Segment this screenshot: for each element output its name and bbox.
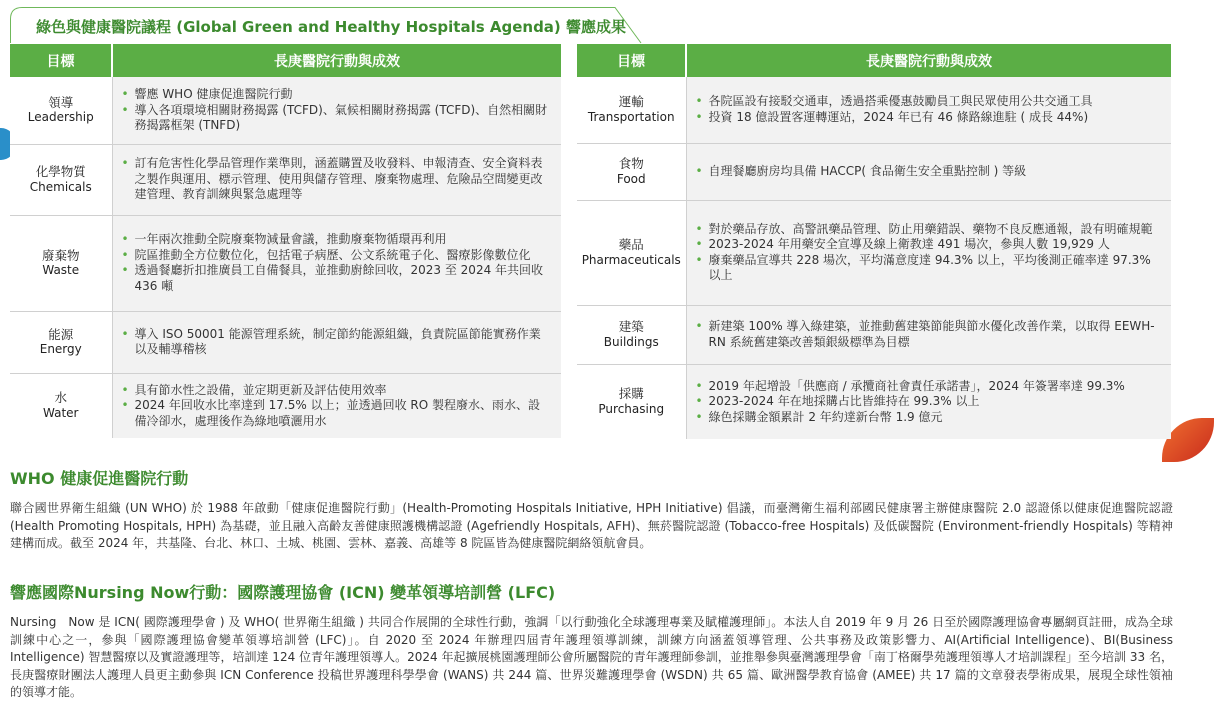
goal-name-zh: 建築	[618, 319, 644, 334]
action-cell	[112, 373, 561, 438]
goal-cell	[577, 364, 686, 439]
right-action-header: 長庚醫院行動與成效	[686, 44, 1171, 77]
goal-cell	[577, 143, 686, 200]
right-agenda-table	[577, 44, 1171, 439]
left-goal-header: 目標	[10, 44, 112, 77]
goal-cell	[10, 311, 112, 373]
right-goal-header: 目標	[577, 44, 686, 77]
goal-cell	[10, 373, 112, 438]
goal-name-en: Buildings	[603, 334, 659, 349]
action-cell	[112, 215, 561, 311]
action-item: • 綠色採購金額累計 2 年約達新台幣 1.9 億元	[695, 410, 1160, 426]
action-item: • 2023-2024 年用藥安全宣導及線上衛教達 491 場次，參與人數 19,929 人	[695, 237, 1160, 253]
who-section-body: 聯合國世界衛生組織 (UN WHO) 於 1988 年啟動「健康促進醫院行動」(Health-Promoting Hospitals Initiative, HPH Initiative) 倡議，而臺灣衛生福利部國民健康署主辦健康醫院 2.0 認證係以健康促進醫院認證 (Health Promoting Hospitals, HPH) 為基礎，並且融入高齡友善健康照護機構認證 (Agefriendly Hospitals, AFH)、無菸醫院認證 (Tobacco-free Hospitals) 及低碳醫院 (Environment-friendly Hospitals) 等精神建構而成。截至 2024 年，共基隆、台北、林口、土城、桃園、雲林、嘉義、高雄等 8 院區皆為健康醫院網絡領航會員。	[10, 501, 1173, 550]
action-list	[695, 94, 1160, 125]
goal-name-en: Water	[43, 405, 79, 420]
action-list	[695, 379, 1160, 426]
left-agenda-table	[10, 44, 561, 438]
action-cell	[686, 77, 1171, 143]
goal-name-zh: 運輸	[618, 94, 644, 110]
goal-name-en: Food	[616, 171, 646, 186]
goal-name-en: Waste	[42, 263, 80, 277]
goal-cell	[577, 77, 686, 143]
goal-name-zh: 化學物質	[35, 164, 86, 179]
table-row	[577, 77, 1171, 143]
action-cell	[112, 311, 561, 373]
table-row	[577, 364, 1171, 439]
agenda-title: 綠色與健康醫院議程 (Global Green and Healthy Hospitals Agenda) 響應成果	[36, 18, 627, 36]
table-row	[577, 305, 1171, 364]
goal-name-en: Leadership	[27, 110, 94, 125]
action-item: • 2023-2024 年在地採購占比皆維持在 99.3% 以上	[695, 394, 1160, 410]
action-item: • 廢棄藥品宣導共 228 場次，平均滿意度達 94.3% 以上，平均後測正確率達 97.3% 以上	[695, 253, 1160, 284]
action-item: • 導入 ISO 50001 能源管理系統，制定節約能源組織，負責院區節能實務作業以及輔導稽核	[121, 327, 550, 358]
goal-name-zh: 食物	[618, 156, 644, 171]
action-item: • 自理餐廳廚房均具備 HACCP( 食品衛生安全重點控制 ) 等級	[695, 164, 1160, 180]
action-item: • 2024 年回收水比率達到 17.5% 以上；並透過回收 RO 製程廢水、雨水、設備冷卻水，處理後作為綠地噴灑用水	[121, 398, 550, 429]
action-item: • 具有節水性之設備，並定期更新及評估使用效率	[121, 383, 550, 399]
action-item: • 投資 18 億設置客運轉運站，2024 年已有 46 條路線進駐 ( 成長 44%)	[695, 110, 1160, 126]
action-list	[695, 222, 1160, 284]
action-item: • 導入各項環境相關財務揭露 (TCFD)、氣候相關財務揭露 (TCFD)、自然相關財務揭露框架 (TNFD)	[121, 103, 550, 134]
action-list	[121, 156, 550, 203]
action-item: • 各院區設有接駁交通車，透過搭乘優惠鼓勵員工與民眾使用公共交通工具	[695, 94, 1160, 110]
table-row	[577, 143, 1171, 200]
action-item: • 響應 WHO 健康促進醫院行動	[121, 87, 550, 103]
action-item: • 2019 年起增設「供應商 / 承攬商社會責任承諾書」，2024 年簽署率達 99.3%	[695, 379, 1160, 395]
action-list	[121, 327, 550, 358]
goal-name-zh: 能源	[48, 326, 74, 342]
action-list	[121, 232, 550, 294]
table-row	[10, 144, 561, 215]
action-item: • 對於藥品存放、高警訊藥品管理、防止用藥錯誤、藥物不良反應通報，設有明確規範	[695, 222, 1160, 238]
action-item: • 院區推動全方位數位化，包括電子病歷、公文系統電子化、醫療影像數位化	[121, 248, 550, 264]
goal-name-zh: 領導	[48, 94, 74, 110]
action-item: • 一年兩次推動全院廢棄物減量會議，推動廢棄物循環再利用	[121, 232, 550, 248]
nursing-section-title: 響應國際Nursing Now行動：國際護理協會 (ICN) 變革領導培訓營 (LFC)	[10, 583, 556, 602]
goal-name-en: Purchasing	[598, 401, 665, 416]
goal-name-zh: 採購	[618, 386, 644, 402]
action-cell	[686, 305, 1171, 364]
goal-name-zh: 藥品	[618, 237, 644, 252]
action-cell	[112, 77, 561, 144]
action-list	[695, 164, 1160, 180]
action-item: • 新建築 100% 導入綠建築，並推動舊建築節能與節水優化改善作業，以取得 EEWH-RN 系統舊建築改善類銀級標準為目標	[695, 319, 1160, 350]
action-list	[121, 87, 550, 134]
nursing-section-body: Nursing Now 是 ICN( 國際護理學會 ) 及 WHO( 世界衛生組織 ) 共同合作展開的全球性行動，強調「以行動強化全球護理專業及賦權護理師」。本法人自 2019 年 9 月 26 日至於國際護理協會專屬網頁註冊，成為全球訓練中心之一，參與「國際護理協會變革領導培訓營 (LFC)」。自 2020 至 2024 年辦理四屆青年護理領導訓練，訓練方向涵蓋領導管理、公共事務及政策影響力、AI(Artificial Intelligence)、BI(Business Intelligence) 智慧醫療以及實證護理等，培訓達 124 位青年護理領導人。2024 年起擴展桃園護理師公會所屬醫院的青年護理師參訓，並推舉參與臺灣護理學會「南丁格爾學苑護理領導人才培訓課程」至今培訓 33 名，長庚醫療財團法人護理人員更主動參與 ICN Conference 投稿世界護理科學學會 (WANS) 共 244 篇、世界災難護理學會 (WSDN) 共 65 篇、歐洲醫學教育協會 (AMEE) 共 17 篇的文章發表學術成果，展現全球性領袖的領導才能。	[10, 615, 1173, 699]
action-item: • 透過餐廳折扣推廣員工自備餐具，並推動廚餘回收，2023 至 2024 年共回收 436 噸	[121, 263, 550, 294]
action-item: • 訂有危害性化學品管理作業準則，涵蓋購置及收發料、申報清查、安全資料表之製作與運用、標示管理、使用與儲存管理、廢棄物處理、危險品空間變更改建管理、教育訓練與緊急處理等	[121, 156, 550, 203]
agenda-header-tab	[10, 7, 642, 44]
goal-cell	[10, 144, 112, 215]
action-list	[695, 319, 1160, 350]
goal-cell	[10, 77, 112, 144]
who-section-title: WHO 健康促進醫院行動	[10, 469, 189, 488]
action-cell	[686, 143, 1171, 200]
goal-name-zh: 廢棄物	[41, 247, 80, 263]
action-cell	[686, 200, 1171, 305]
goal-cell	[10, 215, 112, 311]
goal-name-zh: 水	[54, 390, 67, 406]
table-row	[10, 77, 561, 144]
table-row	[10, 373, 561, 438]
action-cell	[112, 144, 561, 215]
action-list	[121, 383, 550, 430]
table-row	[10, 311, 561, 373]
goal-name-en: Chemicals	[29, 179, 92, 194]
action-cell	[686, 364, 1171, 439]
goal-name-en: Pharmaceuticals	[581, 252, 681, 267]
goal-name-en: Transportation	[587, 109, 675, 124]
goal-name-en: Energy	[39, 342, 82, 356]
table-row	[577, 200, 1171, 305]
goal-cell	[577, 200, 686, 305]
goal-cell	[577, 305, 686, 364]
left-action-header: 長庚醫院行動與成效	[112, 44, 561, 77]
table-row	[10, 215, 561, 311]
